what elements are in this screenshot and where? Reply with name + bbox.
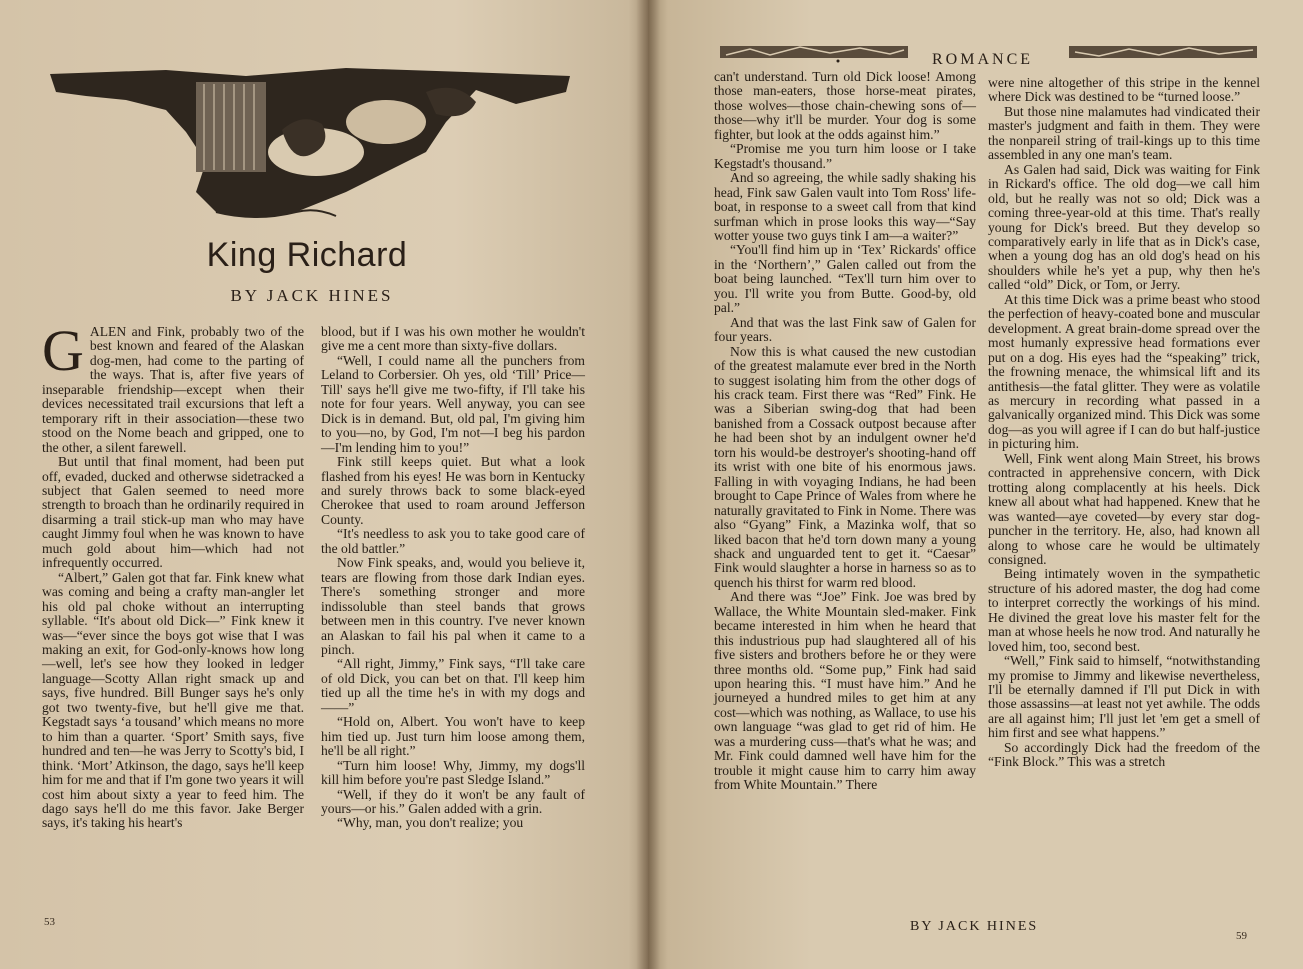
ornament-right (1069, 43, 1259, 63)
right-column-2 (988, 76, 1260, 770)
paragraph: “You'll find him up in ‘Tex’ Rickards' office in the ‘Northern’,” Galen called out from the boat being launched. “Tex'll turn him over to you. I'll write you from Butte. Good-by, old pal.” (714, 242, 976, 316)
paragraph: “It's needless to ask you to take good care of the old battler.” (321, 526, 585, 556)
paragraph: But those nine malamutes had vindicated their master's judgment and faith in them. They were the nonpareil string of trail-kings up to this time assembled in any one man's team. (988, 103, 1260, 163)
paragraph: “All right, Jimmy,” Fink says, “I'll take care of old Dick, you can bet on that. I'll keep him tied up all the time he's in with my dogs and——” (321, 656, 585, 715)
drop-cap: G (42, 318, 84, 383)
paragraph: And that was the last Fink saw of Galen for four years. (714, 314, 976, 345)
paragraph: “Albert,” Galen got that far. Fink knew what was coming and being a crafty man-angler let his old pal choke without an interrupting syllable. “It's about old Dick—” Fink knew it was—“ever since the boys got wise that I was making an exit, for God-only-knows how long—well, let's see how they looked in ledger language—Scotty Allan right smack up and says, five hundred. Bill Bunger says he's only got two twenty-five, but he'll give me that. Kegstadt says ‘a tousand’ which means no more to him than a quarter. ‘Sport’ Smith says, five hundred and ten—he was Jerry to Scotty's bid, I think. ‘Mort’ Atkinson, the dago, says he'll keep him for me and that if I'm gone two years it will cost him about sixty a year to feed him. The dago says he'll do me this favor. Jake Berger says, it's taking his heart's (42, 569, 304, 831)
paragraph: blood, but if I was his own mother he wouldn't give me a cent more than sixty-five dollars. (321, 324, 585, 354)
header-illustration (46, 62, 576, 222)
paragraph: “Why, man, you don't realize; you (337, 815, 524, 831)
right-column-1 (714, 70, 976, 793)
left-page (0, 0, 648, 969)
paragraph: “Well, I could name all the punchers from Leland to Corbersier. Oh yes, old ‘Till’ Price—Till' says he'll give me two-fifty, if I'll take his note for four years. Well anyway, you can see Dick is in demand. But, old pal, I'm giving him to you—no, by God, I'm not—I beg his pardon—I'm lending him to you!” (321, 352, 585, 455)
paragraph: “Turn him loose! Why, Jimmy, my dogs'll kill him before you're past Sledge Island.” (321, 757, 585, 788)
paragraph: Now Fink speaks, and, would you believe it, tears are flowing from those dark Indian eyes. There's something stronger and more indissoluble than steel bands that grows between men in this country. I've never known an Alaskan to fail his pal when it came to a pinch. (321, 555, 585, 657)
paragraph: Well, Fink went along Main Street, his brows contracted in apprehensive concern, with Dick trotting along complacently at his heels. Dick knew all about what had happened. Knew that he was wanted—aye coveted—by every star dog-puncher in the territory. He, also, had known all along to whose care he would be ultimately consigned. (988, 450, 1260, 567)
paragraph: ALEN and Fink, probably two of the best known and feared of the Alaskan dog-men, had come to the parting of the ways. That is, after five years of inseparable friendship—except when their devices necessitated trail excursions that left a temporary rift in their association—these two stood on the Nome beach and gripped, one to the other, a silent farewell. (42, 324, 304, 455)
paragraph: As Galen had said, Dick was waiting for Fink in Rickard's office. The old dog—we call him old, but he really was not so old; Dick was a coming three-year-old at this time. That's really young for Dick's breed. But they develop so comparatively early in life that as in Dick's case, when a young dog has an old dog's head on his shoulders while he's yet a pup, why then he's called “old” Dick, or Tom, or Jerry. (988, 161, 1260, 293)
paragraph: But until that final moment, had been put off, evaded, ducked and otherwse sidetracked a subject that Galen seemed to need more strength to broach than he ordinarily required in disarming a trail stick-up man who may have caught Jimmy foul when he was known to have much gold about him—which had not infrequently occurred. (42, 454, 304, 571)
paragraph: “Hold on, Albert. You won't have to keep him tied up. Just turn him loose among them, he'll be all right.” (321, 714, 585, 759)
paragraph: And so agreeing, the while sadly shaking his head, Fink saw Galen vault into Tom Ross' life-boat, in response to a sweet call from that kind surfman which in prose looks this way—“Say wotter youse two guys tink I am—a waiter?” (714, 170, 976, 243)
right-page (648, 0, 1303, 969)
gutter-shadow (636, 0, 660, 969)
paragraph: “Promise me you turn him loose or I take Kegstadt's thousand.” (714, 141, 976, 171)
paragraph: “Well,” Fink said to himself, “notwithstanding my promise to Jimmy and likewise nevertheless, I'll be eternally damned if I'll put Dick in with those assassins—at least not yet awhile. The odds are all against him; I'll just let 'em get a smell of him first and see what happens.” (988, 653, 1260, 741)
ornament-left (720, 43, 910, 63)
paragraph: So accordingly Dick had the freedom of the “Fink Block.” This was a stretch (988, 739, 1260, 770)
paragraph: Fink still keeps quiet. But what a look flashed from his eyes! He was born in Kentucky and surely throws back to some black-eyed Cherokee that used to roam around Jefferson County. (321, 454, 585, 527)
paragraph: Being intimately woven in the sympathetic structure of his adored master, the dog had come to interpret correctly the workings of his mind. He divined the great love his master felt for the man at whose heels he now trod. And naturally he loved him, too, second best. (988, 566, 1260, 654)
article-byline: BY JACK HINES (230, 286, 394, 305)
paragraph: And there was “Joe” Fink. Joe was bred by Wallace, the White Mountain sled-maker. Fink became interested in him when he heard that this industrious pup had slaughtered all of his five sisters and brothers before he or they were three months old. “Some pup,” Fink had said upon hearing this. “I must have him.” And he journeyed a hundred miles to get him at any cost—which was nothing, as Wallace, to use his own language “was glad to get rid of him. He was a murdering cuss—that's what he was; and Mr. Fink could damned well have him for the trouble it might cause him to carry him away from White Mountain.” There (714, 589, 976, 793)
paragraph: “Well, if they do it won't be any fault of yours—or his.” Galen added with a grin. (321, 786, 585, 816)
paragraph: were nine altogether of this stripe in the kennel where Dick was destined to be “turned loose.” (988, 75, 1260, 105)
paragraph: can't understand. Turn old Dick loose! Among those man-eaters, those horse-meat pirates, those wolves—those chain-chewing sons of—those—why it'll be murder. Your dog is some fighter, but look at the odds against him.” (714, 69, 976, 142)
left-column-1 (42, 318, 304, 831)
running-head: ROMANCE (932, 51, 1034, 68)
left-page-number: 53 (44, 916, 55, 928)
right-page-number: 59 (1236, 930, 1247, 942)
paragraph: Now this is what caused the new custodian of the greatest malamute ever bred in the North to suggest isolating him from the other dogs of his crack team. First there was “Red” Fink. He was a Siberian swing-dog that had been banished from a Cossack outpost because after he had been shot by an indulgent owner he'd torn his would-be destroyer's shooting-hand off its wrist with one bite of his enormous jaws. Falling in with voyaging Indians, he had been brought to Cape Prince of Wales from where he naturally gravitated to Fink in Nome. There was also “Gyang” Fink, a Mazinka wolf, that so liked bacon that he'd torn down many a young shack and unguarded tent to get it. “Caesar” Fink would slaughter a horse in harness so as to quench his thirst for warm red blood. (714, 343, 976, 590)
article-title: King Richard (206, 236, 408, 274)
footer-byline: BY JACK HINES (910, 919, 1039, 934)
left-column-2 (321, 325, 585, 831)
paragraph: At this time Dick was a prime beast who stood the perfection of heavy-coated bone and muscular development. A great brain-dome spread over the most humanly expressive head formations ever put on a dog. His eyes had the “speaking” trick, the frowning menace, the whimsical lift and its antithesis—the fatal glitter. They were as volatile as mercury in recording what passed in a galvanically organized mind. This Dick was some dog—as you will agree if I can do but half-justice in picturing him. (988, 291, 1260, 452)
